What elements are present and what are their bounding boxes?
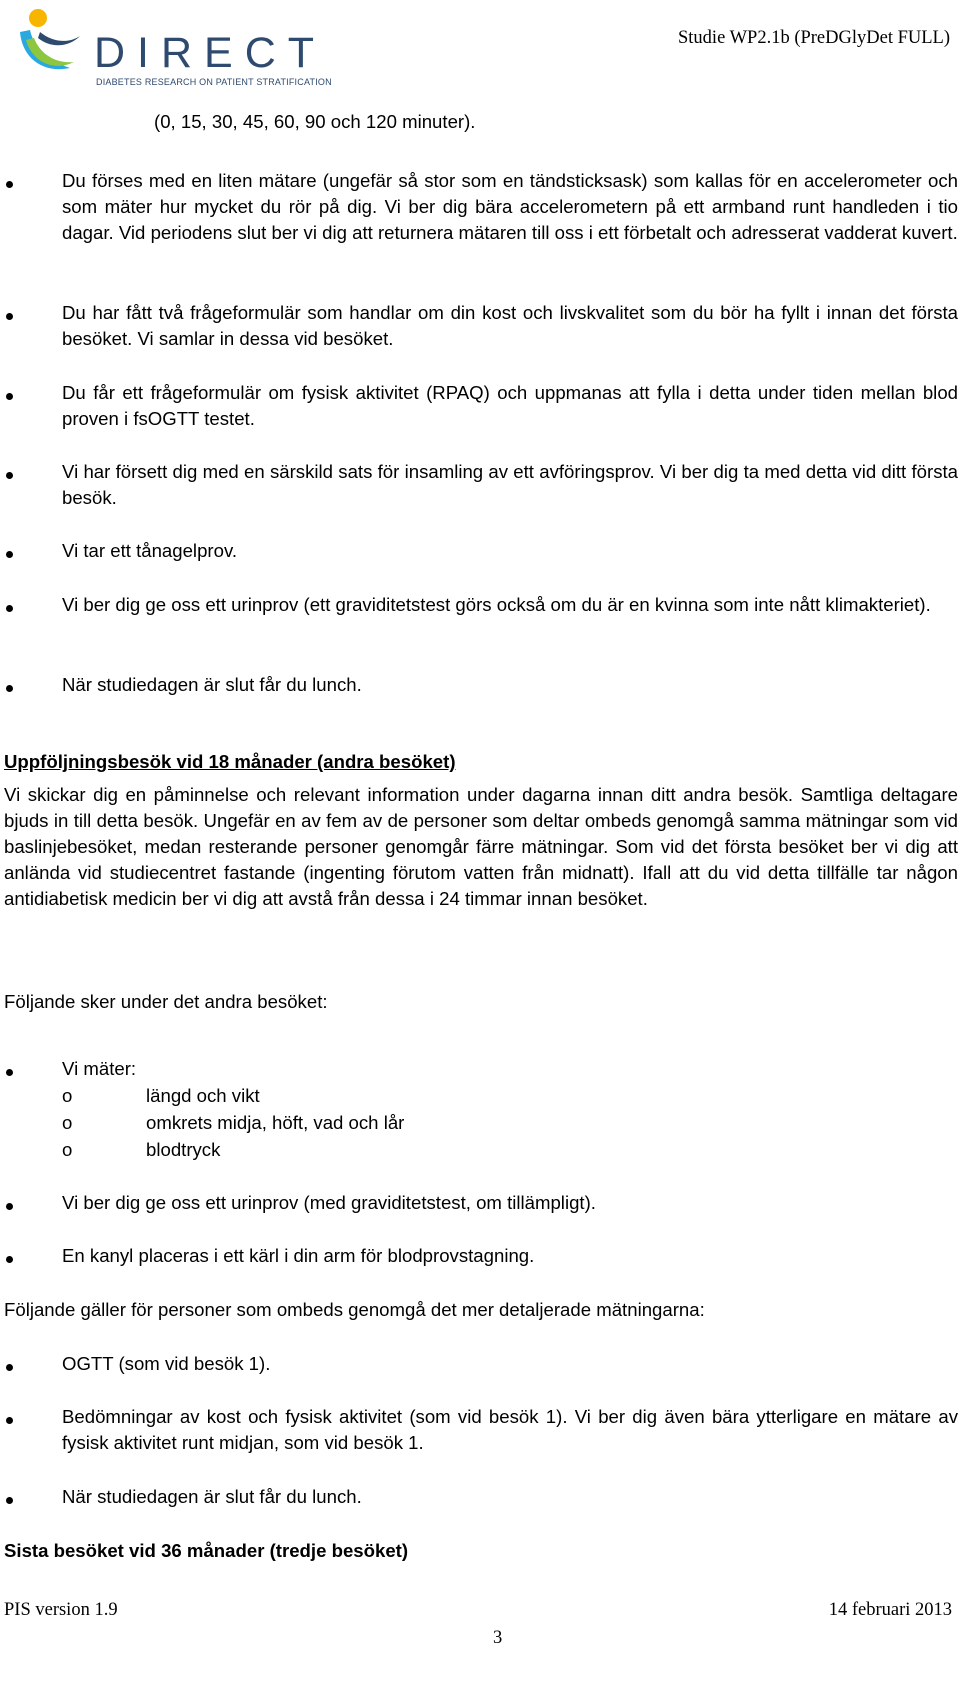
bullet-icon (6, 1497, 13, 1504)
study-label: Studie WP2.1b (PreDGlyDet FULL) (678, 28, 950, 48)
list-item: Du har fått två frågeformulär som handlar om din kost och livskvalitet som du bör ha fyllt i innan det första besöket. Vi samlar in dessa vid besöket. (62, 302, 958, 349)
measure-label: Vi mäter: (62, 1058, 137, 1079)
measure-item: blodtryck (146, 1139, 221, 1160)
bullet-icon (6, 551, 13, 558)
list-item: Du får ett frågeformulär om fysisk aktivitet (RPAQ) och uppmanas att fylla i detta under tiden mellan blod proven i fsOGTT testet. (62, 382, 958, 429)
visit2-paragraph: Vi skickar dig en påminnelse och relevant information under dagarna innan ditt andra besök. Samtliga deltagare bjuds in till detta besök. Ungefär en av fem av de personer som deltar ombeds genomgå samma mätningar som vid baslinjebesöket, medan resterande personer genomgår färre mätningar. Som vid det första besöket ber vi dig att anlända vid studiecentret fastande (ingenting förutom vatten från midnatt). Ifall att du vid detta tillfälle tar någon antidiabetisk medicin ber vi dig att avstå från dessa i 24 timmar innan besöket. (4, 784, 958, 909)
bullet-icon (6, 313, 13, 320)
bullet-icon (6, 1417, 13, 1424)
list-item: Du förses med en liten mätare (ungefär så stor som en tändsticksask) som kallas för en accelerometer och som mäter hur mycket du rör på dig. Vi ber dig bära accelerometern på ett armband runt handleden i tio dagar. Vid periodens slut ber vi dig att returnera mätaren till oss i ett förbetalt och adresserat vadderat kuvert. (62, 170, 958, 243)
list-item: Vi ber dig ge oss ett urinprov (med graviditetstest, om tillämpligt). (62, 1192, 596, 1213)
detailed-intro: Följande gäller för personer som ombeds genomgå det mer detaljerade mätningarna: (4, 1299, 705, 1320)
list-item: OGTT (som vid besök 1). (62, 1353, 271, 1374)
list-item: Bedömningar av kost och fysisk aktivitet (som vid besök 1). Vi ber dig även bära ytterligare en mätare av fysisk aktivitet runt midjan, som vid besök 1. (62, 1406, 958, 1453)
bullet-icon (6, 1364, 13, 1371)
bullet-icon (6, 393, 13, 400)
section-heading-visit3: Sista besöket vid 36 månader (tredje besöket) (4, 1540, 409, 1561)
list-item: När studiedagen är slut får du lunch. (62, 1486, 362, 1507)
bullet-icon (6, 685, 13, 692)
section-heading-visit2: Uppföljningsbesök vid 18 månader (andra besöket) (4, 751, 456, 772)
measure-item: omkrets midja, höft, vad och lår (146, 1112, 405, 1133)
measure-item: längd och vikt (146, 1085, 260, 1106)
sub-bullet-marker: o (62, 1112, 73, 1133)
list-item: Vi har försett dig med en särskild sats för insamling av ett avföringsprov. Vi ber dig ta med detta vid ditt första besök. (62, 461, 958, 508)
bullet-icon (6, 1203, 13, 1210)
list-item: En kanyl placeras i ett kärl i din arm för blodprovstagning. (62, 1245, 535, 1266)
bullet-icon (6, 1256, 13, 1263)
sub-bullet-marker: o (62, 1139, 73, 1160)
direct-logo-icon (12, 2, 92, 90)
list-item: När studiedagen är slut får du lunch. (62, 674, 362, 695)
list-item: Vi tar ett tånagelprov. (62, 540, 238, 561)
direct-logo (12, 2, 332, 90)
footer-version: PIS version 1.9 (4, 1600, 118, 1620)
logo-tagline: DIABETES RESEARCH ON PATIENT STRATIFICATION (96, 77, 332, 87)
bullet-icon (6, 472, 13, 479)
continuation-text: (0, 15, 30, 45, 60, 90 och 120 minuter). (154, 111, 476, 132)
logo-wordmark: DIRECT (94, 29, 327, 77)
bullet-icon (6, 181, 13, 188)
bullet-icon (6, 1069, 13, 1076)
sub-bullet-marker: o (62, 1085, 73, 1106)
bullet-icon (6, 605, 13, 612)
footer-date: 14 februari 2013 (828, 1600, 952, 1620)
list-item: Vi ber dig ge oss ett urinprov (ett graviditetstest görs också om du är en kvinna som inte nått klimakteriet). (62, 594, 931, 615)
page-number: 3 (493, 1628, 503, 1648)
visit2-intro: Följande sker under det andra besöket: (4, 991, 328, 1012)
